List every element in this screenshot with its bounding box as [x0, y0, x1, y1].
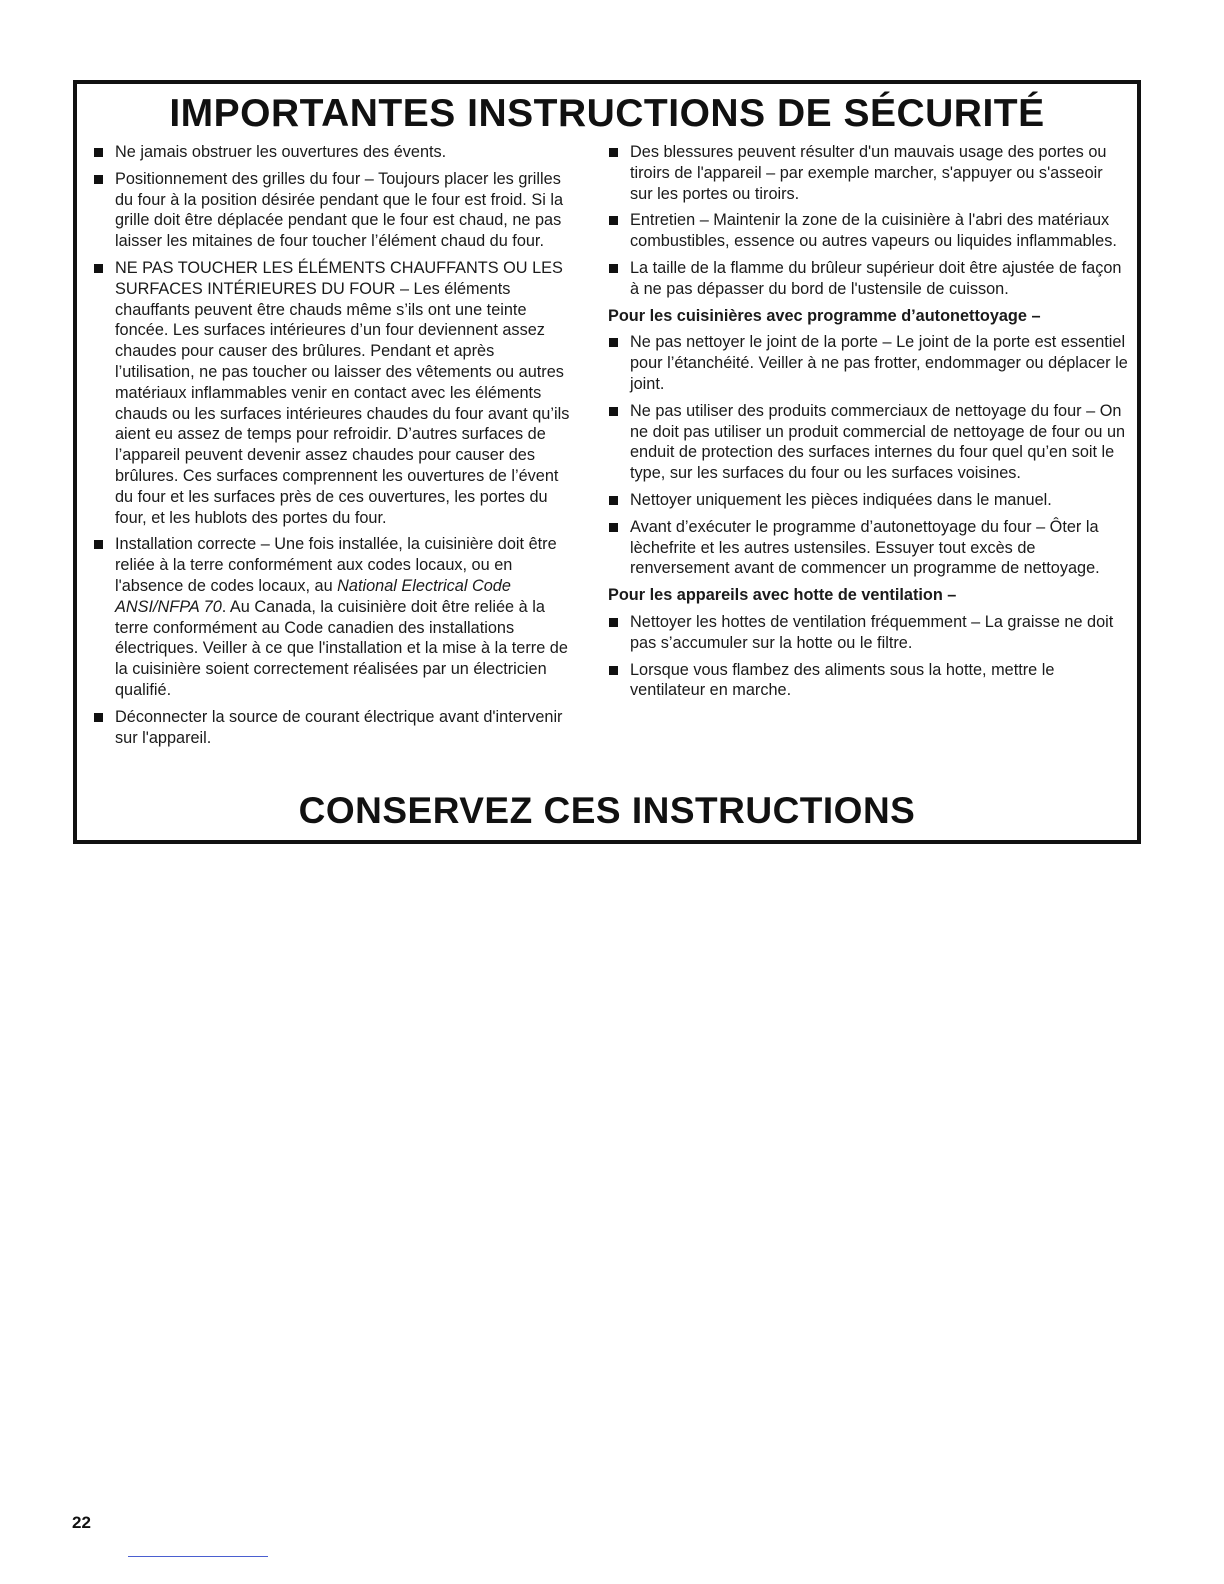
item-text: Déconnecter la source de courant électrique avant d'intervenir sur l'appareil. — [115, 707, 563, 747]
list-item — [608, 660, 1128, 702]
list-item — [608, 142, 1128, 204]
save-instructions-footer: CONSERVEZ CES INSTRUCTIONS — [298, 790, 916, 831]
square-bullet-icon — [609, 338, 618, 347]
page-number: 22 — [72, 1513, 91, 1532]
item-text: Avant d’exécuter le programme d’autonettoyage du four – Ôter la lèchefrite et les autres ustensiles. Essuyer tout excès de renversement avant de commencer un programme de nettoyage. — [630, 517, 1100, 578]
item-text: La taille de la flamme du brûleur supérieur doit être ajustée de façon à ne pas dépasser du bord de l'ustensile de cuisson. — [630, 258, 1122, 298]
square-bullet-icon — [94, 264, 103, 273]
square-bullet-icon — [94, 175, 103, 184]
item-text: Installation correcte – Une fois installée, la cuisinière doit être reliée à la terre conformément aux codes locaux, ou en l'absence de codes locaux, au — [115, 535, 557, 595]
bottom-divider — [128, 1556, 268, 1557]
item-text: Ne pas utiliser des produits commerciaux de nettoyage du four – On ne doit pas utiliser un produit commercial de nettoyage de four ou un enduit de protection des surfaces internes du four quel qu’en soit le type, sur les surfaces du four ou les surfaces voisines. — [630, 401, 1126, 483]
right-bullet-list-general — [608, 142, 1128, 300]
item-text: Entretien – Maintenir la zone de la cuisinière à l'abri des matériaux combustibles, essence ou autres vapeurs ou liquides inflammables. — [630, 211, 1117, 251]
list-item — [608, 490, 1128, 511]
right-bullet-list-hood — [608, 612, 1128, 701]
left-bullet-list — [93, 142, 577, 748]
list-item — [608, 517, 1128, 579]
square-bullet-icon — [609, 666, 618, 675]
square-bullet-icon — [609, 523, 618, 532]
item-text-italic: National Electrical Code ANSI/NFPA 70 — [115, 576, 511, 616]
list-item — [93, 707, 577, 749]
list-item — [93, 534, 577, 700]
item-text: . Au Canada, la cuisinière doit être reliée à la terre conformément au Code canadien des installations électriques. Veiller à ce que l'installation et la mise à la terre de la cuisinière soient correctement réalisées par un électricien qualifié. — [115, 597, 568, 699]
square-bullet-icon — [609, 148, 618, 157]
square-bullet-icon — [94, 713, 103, 722]
vent-hood-subheading: Pour les appareils avec hotte de ventilation – — [608, 586, 957, 605]
item-text: Ne pas nettoyer le joint de la porte – Le joint de la porte est essentiel pour l’étanchéité. Veiller à ne pas frotter, endommager ou déplacer le joint. — [630, 333, 1128, 393]
list-item — [608, 401, 1128, 484]
list-item — [608, 612, 1128, 654]
item-text: Ne jamais obstruer les ouvertures des évents. — [115, 143, 447, 161]
square-bullet-icon — [609, 618, 618, 627]
item-text: NE PAS TOUCHER LES ÉLÉMENTS CHAUFFANTS OU LES SURFACES INTÉRIEURES DU FOUR – Les éléments chauffants peuvent être chauds même s’ils ont une teinte foncée. Les surfaces intérieures d’un four deviennent assez chaudes pour causer des brûlures. Pendant et après l’utilisation, ne pas toucher ou laisser des vêtements ou autres matériaux inflammables venir en contact avec les éléments chauds ou les surfaces intérieures chaudes du four avant qu’ils aient eu assez de temps pour refroidir. D’autres surfaces de l’appareil peuvent devenir assez chaudes pour causer des brûlures. Ces surfaces comprennent les ouvertures de l’évent du four et les surfaces près de ces ouvertures, les portes du four, et les hublots des portes du four. — [115, 258, 570, 527]
left-column — [93, 142, 577, 754]
item-text: Des blessures peuvent résulter d'un mauvais usage des portes ou tiroirs de l'appareil – par exemple marcher, s'appuyer ou s'asseoir sur les portes ou tiroirs. — [630, 143, 1107, 203]
list-item — [608, 332, 1128, 394]
list-item — [93, 169, 577, 252]
safety-instructions-box — [73, 80, 1141, 844]
list-item — [608, 210, 1128, 252]
square-bullet-icon — [94, 540, 103, 549]
item-text: Nettoyer les hottes de ventilation fréquemment – La graisse ne doit pas s’accumuler sur la hotte ou le filtre. — [630, 612, 1114, 652]
list-item — [608, 258, 1128, 300]
item-text: Lorsque vous flambez des aliments sous la hotte, mettre le ventilateur en marche. — [630, 660, 1055, 700]
square-bullet-icon — [609, 264, 618, 273]
item-text: Nettoyer uniquement les pièces indiquées dans le manuel. — [630, 490, 1052, 509]
square-bullet-icon — [609, 496, 618, 505]
square-bullet-icon — [609, 216, 618, 225]
square-bullet-icon — [94, 148, 103, 157]
list-item — [93, 258, 577, 528]
right-column — [608, 142, 1128, 707]
self-clean-subheading: Pour les cuisinières avec programme d’autonettoyage – — [608, 306, 1041, 325]
list-item — [93, 142, 577, 163]
item-text: Positionnement des grilles du four – Toujours placer les grilles du four à la position désirée pendant que le four est froid. Si la grille doit être déplacée pendant que le four est chaud, ne pas laisser les mitaines de four toucher l’élément chaud du four. — [115, 169, 564, 251]
square-bullet-icon — [609, 407, 618, 416]
safety-title: IMPORTANTES INSTRUCTIONS DE SÉCURITÉ — [169, 92, 1045, 135]
right-bullet-list-self-clean — [608, 332, 1128, 579]
